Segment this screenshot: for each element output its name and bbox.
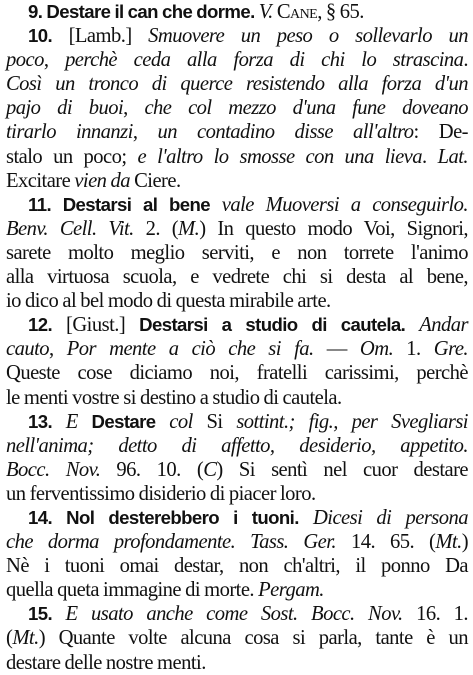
entry-line — [6, 313, 468, 337]
italic-text: perchè ceda alla forza di chi lo strascina — [65, 49, 464, 72]
entry-line — [6, 410, 468, 434]
text-run — [52, 411, 66, 433]
italic-text: che col mezzo d'una fune doveano — [144, 97, 469, 120]
entry-line — [6, 361, 468, 385]
entry-line — [6, 96, 468, 120]
text-run: 1. — [393, 338, 434, 361]
italic-text: Così un tronco di querce resistendo alla forza d'un — [6, 73, 468, 96]
text-run: : De- — [413, 121, 468, 144]
entry-line — [6, 289, 468, 313]
entry-line — [6, 193, 468, 217]
text-run — [210, 194, 222, 216]
entry-headword: 11. Destarsi al bene — [28, 193, 211, 215]
text-run: ) In questo modo Voi, Signori, — [199, 217, 468, 240]
text-run: . — [422, 145, 438, 168]
italic-text: Om. — [359, 338, 394, 361]
text-run: 96. 10. ( — [100, 458, 204, 481]
italic-text: sottint.; fig., per Svegliarsi — [236, 410, 468, 433]
entry-line — [6, 24, 468, 48]
text-run: [Lamb.] — [52, 25, 149, 48]
text-run: quella queta immagine di morte. — [6, 579, 259, 602]
text-run: , — [43, 49, 66, 72]
entry-line — [6, 578, 468, 602]
text-run: Excitare — [6, 169, 75, 192]
text-run: Si — [192, 410, 237, 433]
text-run: 14. 65. ( — [336, 531, 436, 554]
entry-headword: 13. — [28, 410, 53, 432]
text-run — [299, 507, 313, 529]
text-run — [78, 411, 92, 433]
text-run: — — [313, 338, 360, 361]
entry-line — [6, 169, 468, 193]
italic-text: Andar — [419, 314, 468, 337]
entry-line — [6, 337, 468, 361]
text-run: , — [132, 121, 158, 144]
italic-text: poco — [6, 49, 44, 72]
text-run: ) — [461, 531, 468, 554]
italic-text: un contadino disse all'altro — [157, 121, 414, 144]
italic-text: E usato anche come Sost. Bocc. Nov. — [65, 603, 403, 626]
text-run: sarete molto meglio serviti, e non torrete l'animo — [6, 241, 468, 264]
text-run: Cane — [276, 1, 318, 23]
text-run — [156, 411, 170, 433]
italic-text: Mt. — [435, 531, 462, 554]
text-run: , — [49, 338, 67, 361]
entry-headword: 15. — [28, 603, 53, 625]
entry-line — [6, 120, 468, 144]
entry-line — [6, 72, 468, 96]
text-run — [405, 314, 419, 336]
text-run: [Giust.] — [52, 314, 140, 337]
italic-text: C — [203, 458, 217, 481]
italic-text: Smuovere un peso o sollevarlo un — [148, 25, 468, 48]
entry-line — [6, 530, 468, 554]
italic-text: cauto — [6, 338, 50, 361]
italic-text: vale Muoversi a conseguirlo. — [221, 193, 468, 216]
italic-text: Por mente a ciò che si fa. — [66, 338, 314, 361]
text-run: , § 65. — [317, 1, 364, 23]
dictionary-entry — [6, 410, 468, 506]
entry-line — [6, 651, 468, 675]
dictionary-page — [6, 0, 468, 675]
text-run: Nè i tuoni omai destar, non ch'altri, il ponno Da — [6, 555, 468, 578]
entry-line — [6, 458, 468, 482]
text-run: ( — [6, 627, 13, 650]
dictionary-entry — [6, 193, 468, 313]
italic-text: Gre. — [433, 338, 469, 361]
text-run: alla virtuosa scuola, e vedrete chi si desta al bene, — [6, 266, 468, 289]
entry-line — [6, 241, 468, 265]
italic-text: E — [65, 410, 78, 433]
italic-text: Bocc. Nov. — [6, 458, 101, 481]
text-run: , — [123, 97, 145, 120]
text-run: . — [463, 49, 468, 72]
text-run — [52, 603, 65, 625]
entry-line — [6, 48, 468, 72]
italic-text: Lat. — [437, 145, 469, 168]
entry-line — [6, 482, 468, 506]
text-run: Ciere. — [130, 169, 181, 192]
italic-text: Benv. Cell. Vit. — [6, 217, 134, 240]
dictionary-entry — [6, 313, 468, 409]
italic-text: Pergam. — [258, 579, 324, 602]
entry-headword: 10. — [28, 25, 53, 47]
italic-text: tirarlo innanzi — [6, 121, 133, 144]
text-run: 2. ( — [133, 217, 179, 240]
italic-text: V. — [258, 1, 273, 23]
text-run: le menti vostre si destino a studio di cautela. — [6, 386, 342, 409]
entry-line — [6, 145, 468, 169]
entry-headword: Destare — [91, 410, 156, 432]
dictionary-entry — [6, 24, 468, 193]
entry-line — [6, 602, 468, 626]
dictionary-entry — [6, 602, 468, 674]
entry-line — [6, 0, 468, 24]
italic-text: che dorma profondamente. Tass. Ger. — [6, 531, 337, 554]
dictionary-entry — [6, 506, 468, 602]
dictionary-entry — [6, 0, 468, 24]
text-run: un ferventissimo disiderio di piacer loro. — [6, 482, 316, 505]
italic-text: e l'altro lo smosse con una lieva — [137, 145, 423, 168]
text-run: ) Quante volte alcuna cosa si parla, tante è un — [38, 627, 468, 650]
entry-headword: Destarsi a studio di cautela. — [139, 314, 406, 336]
entry-headword: 12. — [28, 314, 53, 336]
text-run: 16. 1. — [402, 603, 468, 626]
entry-line — [6, 626, 468, 650]
italic-text: vien da — [74, 169, 131, 192]
text-run: destare delle nostre menti. — [6, 651, 206, 674]
entry-line — [6, 434, 468, 458]
entry-line — [6, 506, 468, 530]
italic-text: pajo di buoi — [6, 97, 124, 120]
text-run: Queste cose diciamo noi, fratelli carissimi, perchè — [6, 362, 468, 385]
entry-line — [6, 386, 468, 410]
entry-headword: 14. Nol desterebbero i tuoni. — [28, 506, 299, 528]
text-run: stalo un poco; — [6, 145, 138, 168]
text-run: io dico al bel modo di questa mirabile arte. — [6, 290, 331, 313]
entry-line — [6, 554, 468, 578]
italic-text: Mt. — [12, 627, 39, 650]
text-run: ) Si sentì nel cuor destare — [216, 458, 468, 481]
italic-text: nell'anima; detto di affetto, desiderio, appetito. — [6, 434, 468, 457]
italic-text: Dicesi di persona — [312, 506, 468, 529]
italic-text: M. — [178, 217, 200, 240]
italic-text: col — [169, 410, 193, 433]
entry-headword: 9. Destare il can che dorme. — [28, 1, 255, 22]
entry-line — [6, 217, 468, 241]
entry-line — [6, 265, 468, 289]
